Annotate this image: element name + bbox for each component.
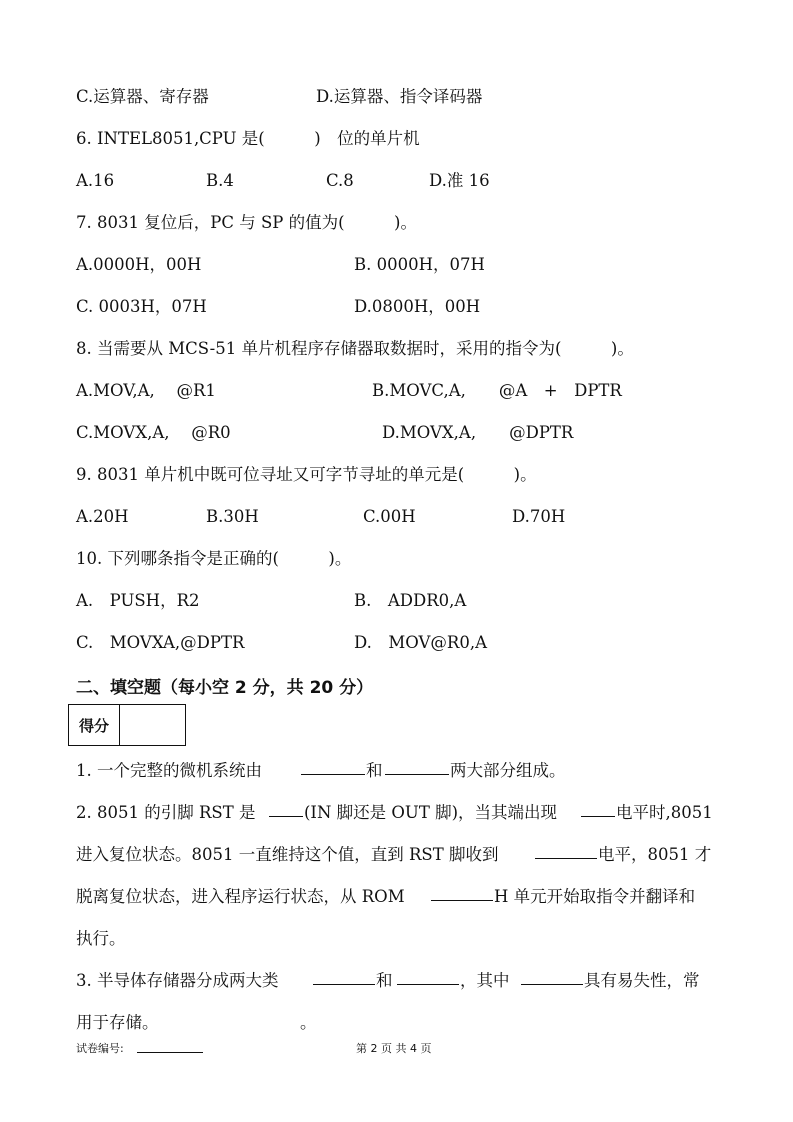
q8-option-d: D.MOVX,A, @DPTR: [382, 423, 574, 442]
exam-number-label: 试卷编号:: [76, 1042, 124, 1055]
q6-option-c: C.8: [326, 171, 354, 190]
q5-option-c: C.运算器、寄存器: [76, 87, 209, 106]
answer-blank[interactable]: [431, 886, 493, 901]
exam-number-blank[interactable]: [137, 1042, 203, 1053]
q7-option-b: B. 0000H，07H: [354, 255, 485, 274]
answer-blank[interactable]: [313, 970, 375, 985]
q10-option-a: A. PUSH，R2: [76, 591, 200, 610]
answer-blank[interactable]: [385, 760, 449, 775]
answer-blank[interactable]: [397, 970, 459, 985]
answer-blank[interactable]: [535, 844, 597, 859]
answer-blank[interactable]: [269, 802, 303, 817]
q7-option-c: C. 0003H，07H: [76, 297, 207, 316]
score-label: 得分: [69, 705, 120, 745]
answer-blank[interactable]: [521, 970, 583, 985]
q10-option-c: C. MOVXA,@DPTR: [76, 633, 245, 652]
q7-option-a: A.0000H，00H: [76, 255, 202, 274]
q8-option-b: B.MOVC,A, @A + DPTR: [372, 381, 622, 400]
exam-number: [76, 1040, 204, 1056]
score-box: [68, 704, 186, 746]
answer-blank[interactable]: [581, 802, 615, 817]
q6-option-b: B.4: [206, 171, 234, 190]
q9-option-c: C.00H: [363, 507, 416, 526]
q6-option-d: D.准 16: [429, 171, 490, 190]
section-title: 二、填空题（每小空 2 分，共 20 分）: [76, 678, 374, 698]
page-indicator: 第 2 页 共 4 页: [356, 1042, 432, 1055]
q5-option-d: D.运算器、指令译码器: [316, 87, 483, 106]
q8-option-a: A.MOV,A, @R1: [76, 381, 216, 400]
q9-option-a: A.20H: [76, 507, 129, 526]
answer-blank[interactable]: [301, 760, 365, 775]
q10-option-b: B. ADDR0,A: [354, 591, 467, 610]
q6-option-a: A.16: [76, 171, 115, 190]
q10-option-d: D. MOV@R0,A: [354, 633, 488, 652]
q8-option-c: C.MOVX,A, @R0: [76, 423, 231, 442]
q7-option-d: D.0800H，00H: [354, 297, 481, 316]
q9-option-d: D.70H: [512, 507, 566, 526]
score-value-cell[interactable]: [120, 705, 185, 745]
q9-option-b: B.30H: [206, 507, 259, 526]
